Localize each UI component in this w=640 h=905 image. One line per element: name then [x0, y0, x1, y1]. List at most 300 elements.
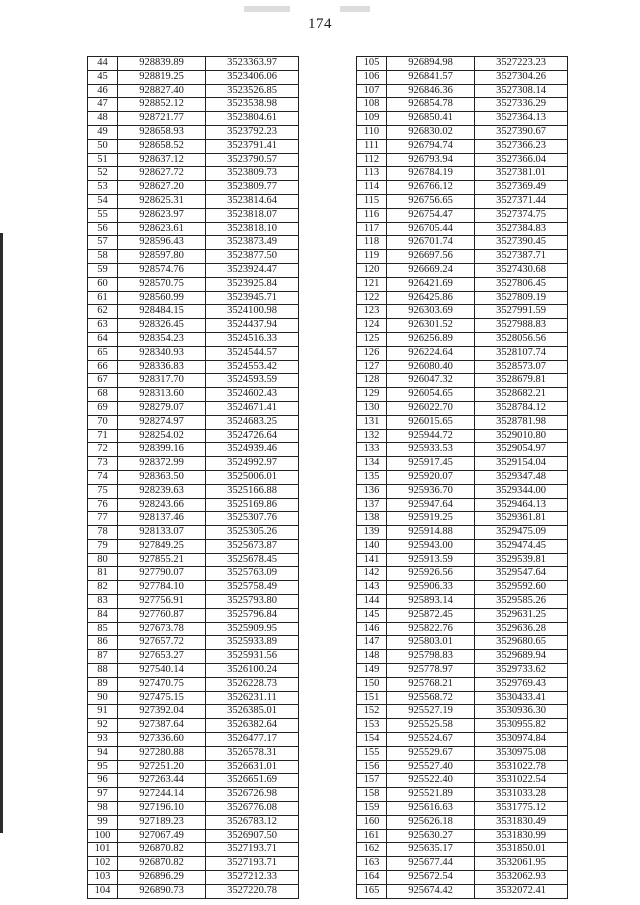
x-coordinate-cell: 926701.74: [387, 236, 475, 250]
table-row: [88, 57, 299, 71]
x-coordinate-cell: 926303.69: [387, 305, 475, 319]
table-row: [357, 788, 568, 802]
x-coordinate-cell: 925568.72: [387, 691, 475, 705]
y-coordinate-cell: 3526631.01: [206, 760, 299, 774]
table-row: [357, 512, 568, 526]
table-row: [357, 70, 568, 84]
table-row: [357, 139, 568, 153]
y-coordinate-cell: 3527384.83: [475, 222, 568, 236]
table-row: [357, 401, 568, 415]
point-number-cell: 71: [88, 429, 118, 443]
x-coordinate-cell: 925527.40: [387, 760, 475, 774]
y-coordinate-cell: 3525305.26: [206, 526, 299, 540]
point-number-cell: 115: [357, 194, 387, 208]
y-coordinate-cell: 3525909.95: [206, 622, 299, 636]
table-row: [357, 470, 568, 484]
y-coordinate-cell: 3529154.04: [475, 457, 568, 471]
point-number-cell: 61: [88, 291, 118, 305]
y-coordinate-cell: 3524593.59: [206, 374, 299, 388]
y-coordinate-cell: 3529474.45: [475, 539, 568, 553]
y-coordinate-cell: 3524726.64: [206, 429, 299, 443]
point-number-cell: 70: [88, 415, 118, 429]
table-row: [357, 57, 568, 71]
y-coordinate-cell: 3527369.49: [475, 181, 568, 195]
point-number-cell: 57: [88, 236, 118, 250]
point-number-cell: 164: [357, 871, 387, 885]
y-coordinate-cell: 3528682.21: [475, 388, 568, 402]
table-row: [88, 70, 299, 84]
x-coordinate-cell: 925630.27: [387, 829, 475, 843]
x-coordinate-cell: 928243.66: [118, 498, 206, 512]
table-row: [88, 222, 299, 236]
x-coordinate-cell: 925525.58: [387, 719, 475, 733]
x-coordinate-cell: 928852.12: [118, 98, 206, 112]
table-row: [357, 98, 568, 112]
y-coordinate-cell: 3523809.77: [206, 181, 299, 195]
table-row: [357, 622, 568, 636]
point-number-cell: 144: [357, 595, 387, 609]
y-coordinate-cell: 3532062.93: [475, 871, 568, 885]
table-row: [357, 346, 568, 360]
y-coordinate-cell: 3524553.42: [206, 360, 299, 374]
y-coordinate-cell: 3523873.49: [206, 236, 299, 250]
table-row: [88, 277, 299, 291]
x-coordinate-cell: 926894.98: [387, 57, 475, 71]
point-number-cell: 64: [88, 332, 118, 346]
table-row: [357, 774, 568, 788]
x-coordinate-cell: 925893.14: [387, 595, 475, 609]
x-coordinate-cell: 927280.88: [118, 746, 206, 760]
x-coordinate-cell: 927392.04: [118, 705, 206, 719]
x-coordinate-cell: 927387.64: [118, 719, 206, 733]
y-coordinate-cell: 3527193.71: [206, 843, 299, 857]
point-number-cell: 63: [88, 319, 118, 333]
point-number-cell: 112: [357, 153, 387, 167]
table-row: [357, 581, 568, 595]
point-number-cell: 84: [88, 608, 118, 622]
y-coordinate-cell: 3527308.14: [475, 84, 568, 98]
x-coordinate-cell: 926846.36: [387, 84, 475, 98]
table-row: [357, 760, 568, 774]
x-coordinate-cell: 928239.63: [118, 484, 206, 498]
table-row: [88, 705, 299, 719]
x-coordinate-cell: 927760.87: [118, 608, 206, 622]
x-coordinate-cell: 926224.64: [387, 346, 475, 360]
x-coordinate-cell: 927784.10: [118, 581, 206, 595]
table-row: [88, 139, 299, 153]
point-number-cell: 69: [88, 401, 118, 415]
point-number-cell: 65: [88, 346, 118, 360]
y-coordinate-cell: 3524602.43: [206, 388, 299, 402]
y-coordinate-cell: 3526907.50: [206, 829, 299, 843]
y-coordinate-cell: 3528056.56: [475, 332, 568, 346]
table-row: [88, 153, 299, 167]
point-number-cell: 85: [88, 622, 118, 636]
y-coordinate-cell: 3529547.64: [475, 567, 568, 581]
table-row: [88, 415, 299, 429]
point-number-cell: 139: [357, 526, 387, 540]
point-number-cell: 127: [357, 360, 387, 374]
y-coordinate-cell: 3524683.25: [206, 415, 299, 429]
y-coordinate-cell: 3529769.43: [475, 677, 568, 691]
table-row: [357, 429, 568, 443]
y-coordinate-cell: 3525933.89: [206, 636, 299, 650]
point-number-cell: 78: [88, 526, 118, 540]
x-coordinate-cell: 928137.46: [118, 512, 206, 526]
table-row: [88, 719, 299, 733]
coordinates-table-left: [87, 56, 299, 899]
point-number-cell: 73: [88, 457, 118, 471]
y-coordinate-cell: 3527430.68: [475, 263, 568, 277]
point-number-cell: 143: [357, 581, 387, 595]
table-row: [88, 884, 299, 898]
x-coordinate-cell: 926854.78: [387, 98, 475, 112]
x-coordinate-cell: 928623.97: [118, 208, 206, 222]
table-row: [88, 677, 299, 691]
y-coordinate-cell: 3525169.86: [206, 498, 299, 512]
x-coordinate-cell: 926256.89: [387, 332, 475, 346]
y-coordinate-cell: 3526231.11: [206, 691, 299, 705]
point-number-cell: 66: [88, 360, 118, 374]
point-number-cell: 100: [88, 829, 118, 843]
point-number-cell: 157: [357, 774, 387, 788]
y-coordinate-cell: 3527193.71: [206, 857, 299, 871]
table-row: [88, 843, 299, 857]
x-coordinate-cell: 926421.69: [387, 277, 475, 291]
point-number-cell: 123: [357, 305, 387, 319]
x-coordinate-cell: 927067.49: [118, 829, 206, 843]
y-coordinate-cell: 3527366.23: [475, 139, 568, 153]
x-coordinate-cell: 927673.78: [118, 622, 206, 636]
x-coordinate-cell: 928279.07: [118, 401, 206, 415]
table-row: [357, 222, 568, 236]
point-number-cell: 48: [88, 112, 118, 126]
x-coordinate-cell: 925778.97: [387, 664, 475, 678]
y-coordinate-cell: 3528781.98: [475, 415, 568, 429]
y-coordinate-cell: 3525796.84: [206, 608, 299, 622]
table-row: [88, 346, 299, 360]
y-coordinate-cell: 3527390.67: [475, 125, 568, 139]
point-number-cell: 101: [88, 843, 118, 857]
point-number-cell: 125: [357, 332, 387, 346]
y-coordinate-cell: 3527336.29: [475, 98, 568, 112]
x-coordinate-cell: 928317.70: [118, 374, 206, 388]
y-coordinate-cell: 3527806.45: [475, 277, 568, 291]
x-coordinate-cell: 926890.73: [118, 884, 206, 898]
table-row: [88, 470, 299, 484]
table-row: [357, 319, 568, 333]
point-number-cell: 134: [357, 457, 387, 471]
y-coordinate-cell: 3525006.01: [206, 470, 299, 484]
table-row: [357, 719, 568, 733]
point-number-cell: 45: [88, 70, 118, 84]
point-number-cell: 97: [88, 788, 118, 802]
y-coordinate-cell: 3529592.60: [475, 581, 568, 595]
x-coordinate-cell: 926870.82: [118, 843, 206, 857]
y-coordinate-cell: 3523814.64: [206, 194, 299, 208]
table-row: [357, 608, 568, 622]
y-coordinate-cell: 3530975.08: [475, 746, 568, 760]
point-number-cell: 47: [88, 98, 118, 112]
table-row: [357, 691, 568, 705]
x-coordinate-cell: 926850.41: [387, 112, 475, 126]
x-coordinate-cell: 925917.45: [387, 457, 475, 471]
y-coordinate-cell: 3524671.41: [206, 401, 299, 415]
x-coordinate-cell: 928574.76: [118, 263, 206, 277]
y-coordinate-cell: 3523925.84: [206, 277, 299, 291]
x-coordinate-cell: 927855.21: [118, 553, 206, 567]
table-row: [357, 664, 568, 678]
x-coordinate-cell: 928560.99: [118, 291, 206, 305]
x-coordinate-cell: 925672.54: [387, 871, 475, 885]
table-row: [357, 291, 568, 305]
y-coordinate-cell: 3525931.56: [206, 650, 299, 664]
table-row: [357, 484, 568, 498]
point-number-cell: 116: [357, 208, 387, 222]
y-coordinate-cell: 3532072.41: [475, 884, 568, 898]
point-number-cell: 129: [357, 388, 387, 402]
y-coordinate-cell: 3523924.47: [206, 263, 299, 277]
y-coordinate-cell: 3530433.41: [475, 691, 568, 705]
y-coordinate-cell: 3523877.50: [206, 250, 299, 264]
y-coordinate-cell: 3523792.23: [206, 125, 299, 139]
point-number-cell: 50: [88, 139, 118, 153]
table-row: [357, 567, 568, 581]
point-number-cell: 122: [357, 291, 387, 305]
y-coordinate-cell: 3524544.57: [206, 346, 299, 360]
table-row: [88, 802, 299, 816]
table-row: [88, 484, 299, 498]
x-coordinate-cell: 925944.72: [387, 429, 475, 443]
point-number-cell: 152: [357, 705, 387, 719]
x-coordinate-cell: 926054.65: [387, 388, 475, 402]
x-coordinate-cell: 928399.16: [118, 443, 206, 457]
x-coordinate-cell: 928354.23: [118, 332, 206, 346]
y-coordinate-cell: 3524100.98: [206, 305, 299, 319]
point-number-cell: 104: [88, 884, 118, 898]
x-coordinate-cell: 925521.89: [387, 788, 475, 802]
point-number-cell: 46: [88, 84, 118, 98]
y-coordinate-cell: 3527220.78: [206, 884, 299, 898]
y-coordinate-cell: 3526385.01: [206, 705, 299, 719]
x-coordinate-cell: 926047.32: [387, 374, 475, 388]
y-coordinate-cell: 3529361.81: [475, 512, 568, 526]
table-row: [88, 98, 299, 112]
x-coordinate-cell: 926830.02: [387, 125, 475, 139]
point-number-cell: 153: [357, 719, 387, 733]
point-number-cell: 80: [88, 553, 118, 567]
point-number-cell: 135: [357, 470, 387, 484]
point-number-cell: 130: [357, 401, 387, 415]
y-coordinate-cell: 3523945.71: [206, 291, 299, 305]
y-coordinate-cell: 3531775.12: [475, 802, 568, 816]
table-row: [88, 829, 299, 843]
x-coordinate-cell: 925906.33: [387, 581, 475, 595]
point-number-cell: 89: [88, 677, 118, 691]
y-coordinate-cell: 3526382.64: [206, 719, 299, 733]
y-coordinate-cell: 3529636.28: [475, 622, 568, 636]
point-number-cell: 146: [357, 622, 387, 636]
point-number-cell: 155: [357, 746, 387, 760]
x-coordinate-cell: 925522.40: [387, 774, 475, 788]
y-coordinate-cell: 3526578.31: [206, 746, 299, 760]
y-coordinate-cell: 3526228.73: [206, 677, 299, 691]
x-coordinate-cell: 925527.19: [387, 705, 475, 719]
point-number-cell: 91: [88, 705, 118, 719]
x-coordinate-cell: 928133.07: [118, 526, 206, 540]
point-number-cell: 140: [357, 539, 387, 553]
y-coordinate-cell: 3529680.65: [475, 636, 568, 650]
table-row: [88, 746, 299, 760]
table-row: [88, 498, 299, 512]
point-number-cell: 53: [88, 181, 118, 195]
x-coordinate-cell: 928627.72: [118, 167, 206, 181]
y-coordinate-cell: 3527304.26: [475, 70, 568, 84]
y-coordinate-cell: 3526783.12: [206, 815, 299, 829]
point-number-cell: 82: [88, 581, 118, 595]
point-number-cell: 141: [357, 553, 387, 567]
y-coordinate-cell: 3523790.57: [206, 153, 299, 167]
point-number-cell: 93: [88, 733, 118, 747]
point-number-cell: 79: [88, 539, 118, 553]
x-coordinate-cell: 927475.15: [118, 691, 206, 705]
table-row: [357, 332, 568, 346]
x-coordinate-cell: 928313.60: [118, 388, 206, 402]
x-coordinate-cell: 926756.65: [387, 194, 475, 208]
point-number-cell: 132: [357, 429, 387, 443]
x-coordinate-cell: 926754.47: [387, 208, 475, 222]
point-number-cell: 111: [357, 139, 387, 153]
x-coordinate-cell: 928827.40: [118, 84, 206, 98]
table-row: [357, 125, 568, 139]
point-number-cell: 58: [88, 250, 118, 264]
table-row: [88, 112, 299, 126]
y-coordinate-cell: 3527364.13: [475, 112, 568, 126]
y-coordinate-cell: 3527809.19: [475, 291, 568, 305]
y-coordinate-cell: 3523818.07: [206, 208, 299, 222]
point-number-cell: 88: [88, 664, 118, 678]
y-coordinate-cell: 3529475.09: [475, 526, 568, 540]
point-number-cell: 131: [357, 415, 387, 429]
table-row: [88, 526, 299, 540]
table-row: [357, 388, 568, 402]
table-row: [88, 636, 299, 650]
point-number-cell: 162: [357, 843, 387, 857]
x-coordinate-cell: 926301.52: [387, 319, 475, 333]
point-number-cell: 121: [357, 277, 387, 291]
table-row: [357, 539, 568, 553]
table-row: [357, 526, 568, 540]
point-number-cell: 86: [88, 636, 118, 650]
table-row: [357, 746, 568, 760]
point-number-cell: 87: [88, 650, 118, 664]
table-row: [88, 429, 299, 443]
x-coordinate-cell: 926870.82: [118, 857, 206, 871]
table-row: [357, 705, 568, 719]
point-number-cell: 105: [357, 57, 387, 71]
point-number-cell: 150: [357, 677, 387, 691]
y-coordinate-cell: 3526651.69: [206, 774, 299, 788]
y-coordinate-cell: 3529631.25: [475, 608, 568, 622]
x-coordinate-cell: 925920.07: [387, 470, 475, 484]
y-coordinate-cell: 3527988.83: [475, 319, 568, 333]
x-coordinate-cell: 925936.70: [387, 484, 475, 498]
y-coordinate-cell: 3525673.87: [206, 539, 299, 553]
y-coordinate-cell: 3529585.26: [475, 595, 568, 609]
x-coordinate-cell: 927196.10: [118, 802, 206, 816]
scan-edge-mark: [0, 233, 3, 833]
point-number-cell: 56: [88, 222, 118, 236]
point-number-cell: 98: [88, 802, 118, 816]
y-coordinate-cell: 3525758.49: [206, 581, 299, 595]
x-coordinate-cell: 928839.89: [118, 57, 206, 71]
y-coordinate-cell: 3527371.44: [475, 194, 568, 208]
point-number-cell: 149: [357, 664, 387, 678]
table-row: [357, 194, 568, 208]
y-coordinate-cell: 3531022.78: [475, 760, 568, 774]
x-coordinate-cell: 925872.45: [387, 608, 475, 622]
x-coordinate-cell: 928484.15: [118, 305, 206, 319]
point-number-cell: 94: [88, 746, 118, 760]
y-coordinate-cell: 3523804.61: [206, 112, 299, 126]
x-coordinate-cell: 928336.83: [118, 360, 206, 374]
x-coordinate-cell: 928570.75: [118, 277, 206, 291]
table-row: [88, 374, 299, 388]
y-coordinate-cell: 3527366.04: [475, 153, 568, 167]
x-coordinate-cell: 927251.20: [118, 760, 206, 774]
x-coordinate-cell: 926705.44: [387, 222, 475, 236]
y-coordinate-cell: 3523538.98: [206, 98, 299, 112]
point-number-cell: 51: [88, 153, 118, 167]
table-row: [357, 167, 568, 181]
point-number-cell: 114: [357, 181, 387, 195]
table-row: [88, 539, 299, 553]
x-coordinate-cell: 926784.19: [387, 167, 475, 181]
x-coordinate-cell: 925768.21: [387, 677, 475, 691]
x-coordinate-cell: 928274.97: [118, 415, 206, 429]
y-coordinate-cell: 3525763.09: [206, 567, 299, 581]
table-row: [88, 553, 299, 567]
table-row: [357, 857, 568, 871]
table-row: [88, 236, 299, 250]
table-row: [357, 802, 568, 816]
point-number-cell: 128: [357, 374, 387, 388]
y-coordinate-cell: 3530936.30: [475, 705, 568, 719]
y-coordinate-cell: 3527212.33: [206, 871, 299, 885]
table-row: [357, 443, 568, 457]
x-coordinate-cell: 926896.29: [118, 871, 206, 885]
y-coordinate-cell: 3528679.81: [475, 374, 568, 388]
point-number-cell: 160: [357, 815, 387, 829]
point-number-cell: 163: [357, 857, 387, 871]
x-coordinate-cell: 925926.56: [387, 567, 475, 581]
x-coordinate-cell: 926015.65: [387, 415, 475, 429]
x-coordinate-cell: 926697.56: [387, 250, 475, 264]
table-row: [88, 263, 299, 277]
y-coordinate-cell: 3524939.46: [206, 443, 299, 457]
x-coordinate-cell: 926425.86: [387, 291, 475, 305]
x-coordinate-cell: 927849.25: [118, 539, 206, 553]
point-number-cell: 81: [88, 567, 118, 581]
x-coordinate-cell: 926022.70: [387, 401, 475, 415]
table-row: [88, 760, 299, 774]
table-row: [357, 277, 568, 291]
y-coordinate-cell: 3527223.23: [475, 57, 568, 71]
table-row: [88, 774, 299, 788]
table-row: [357, 208, 568, 222]
table-row: [357, 829, 568, 843]
point-number-cell: 158: [357, 788, 387, 802]
